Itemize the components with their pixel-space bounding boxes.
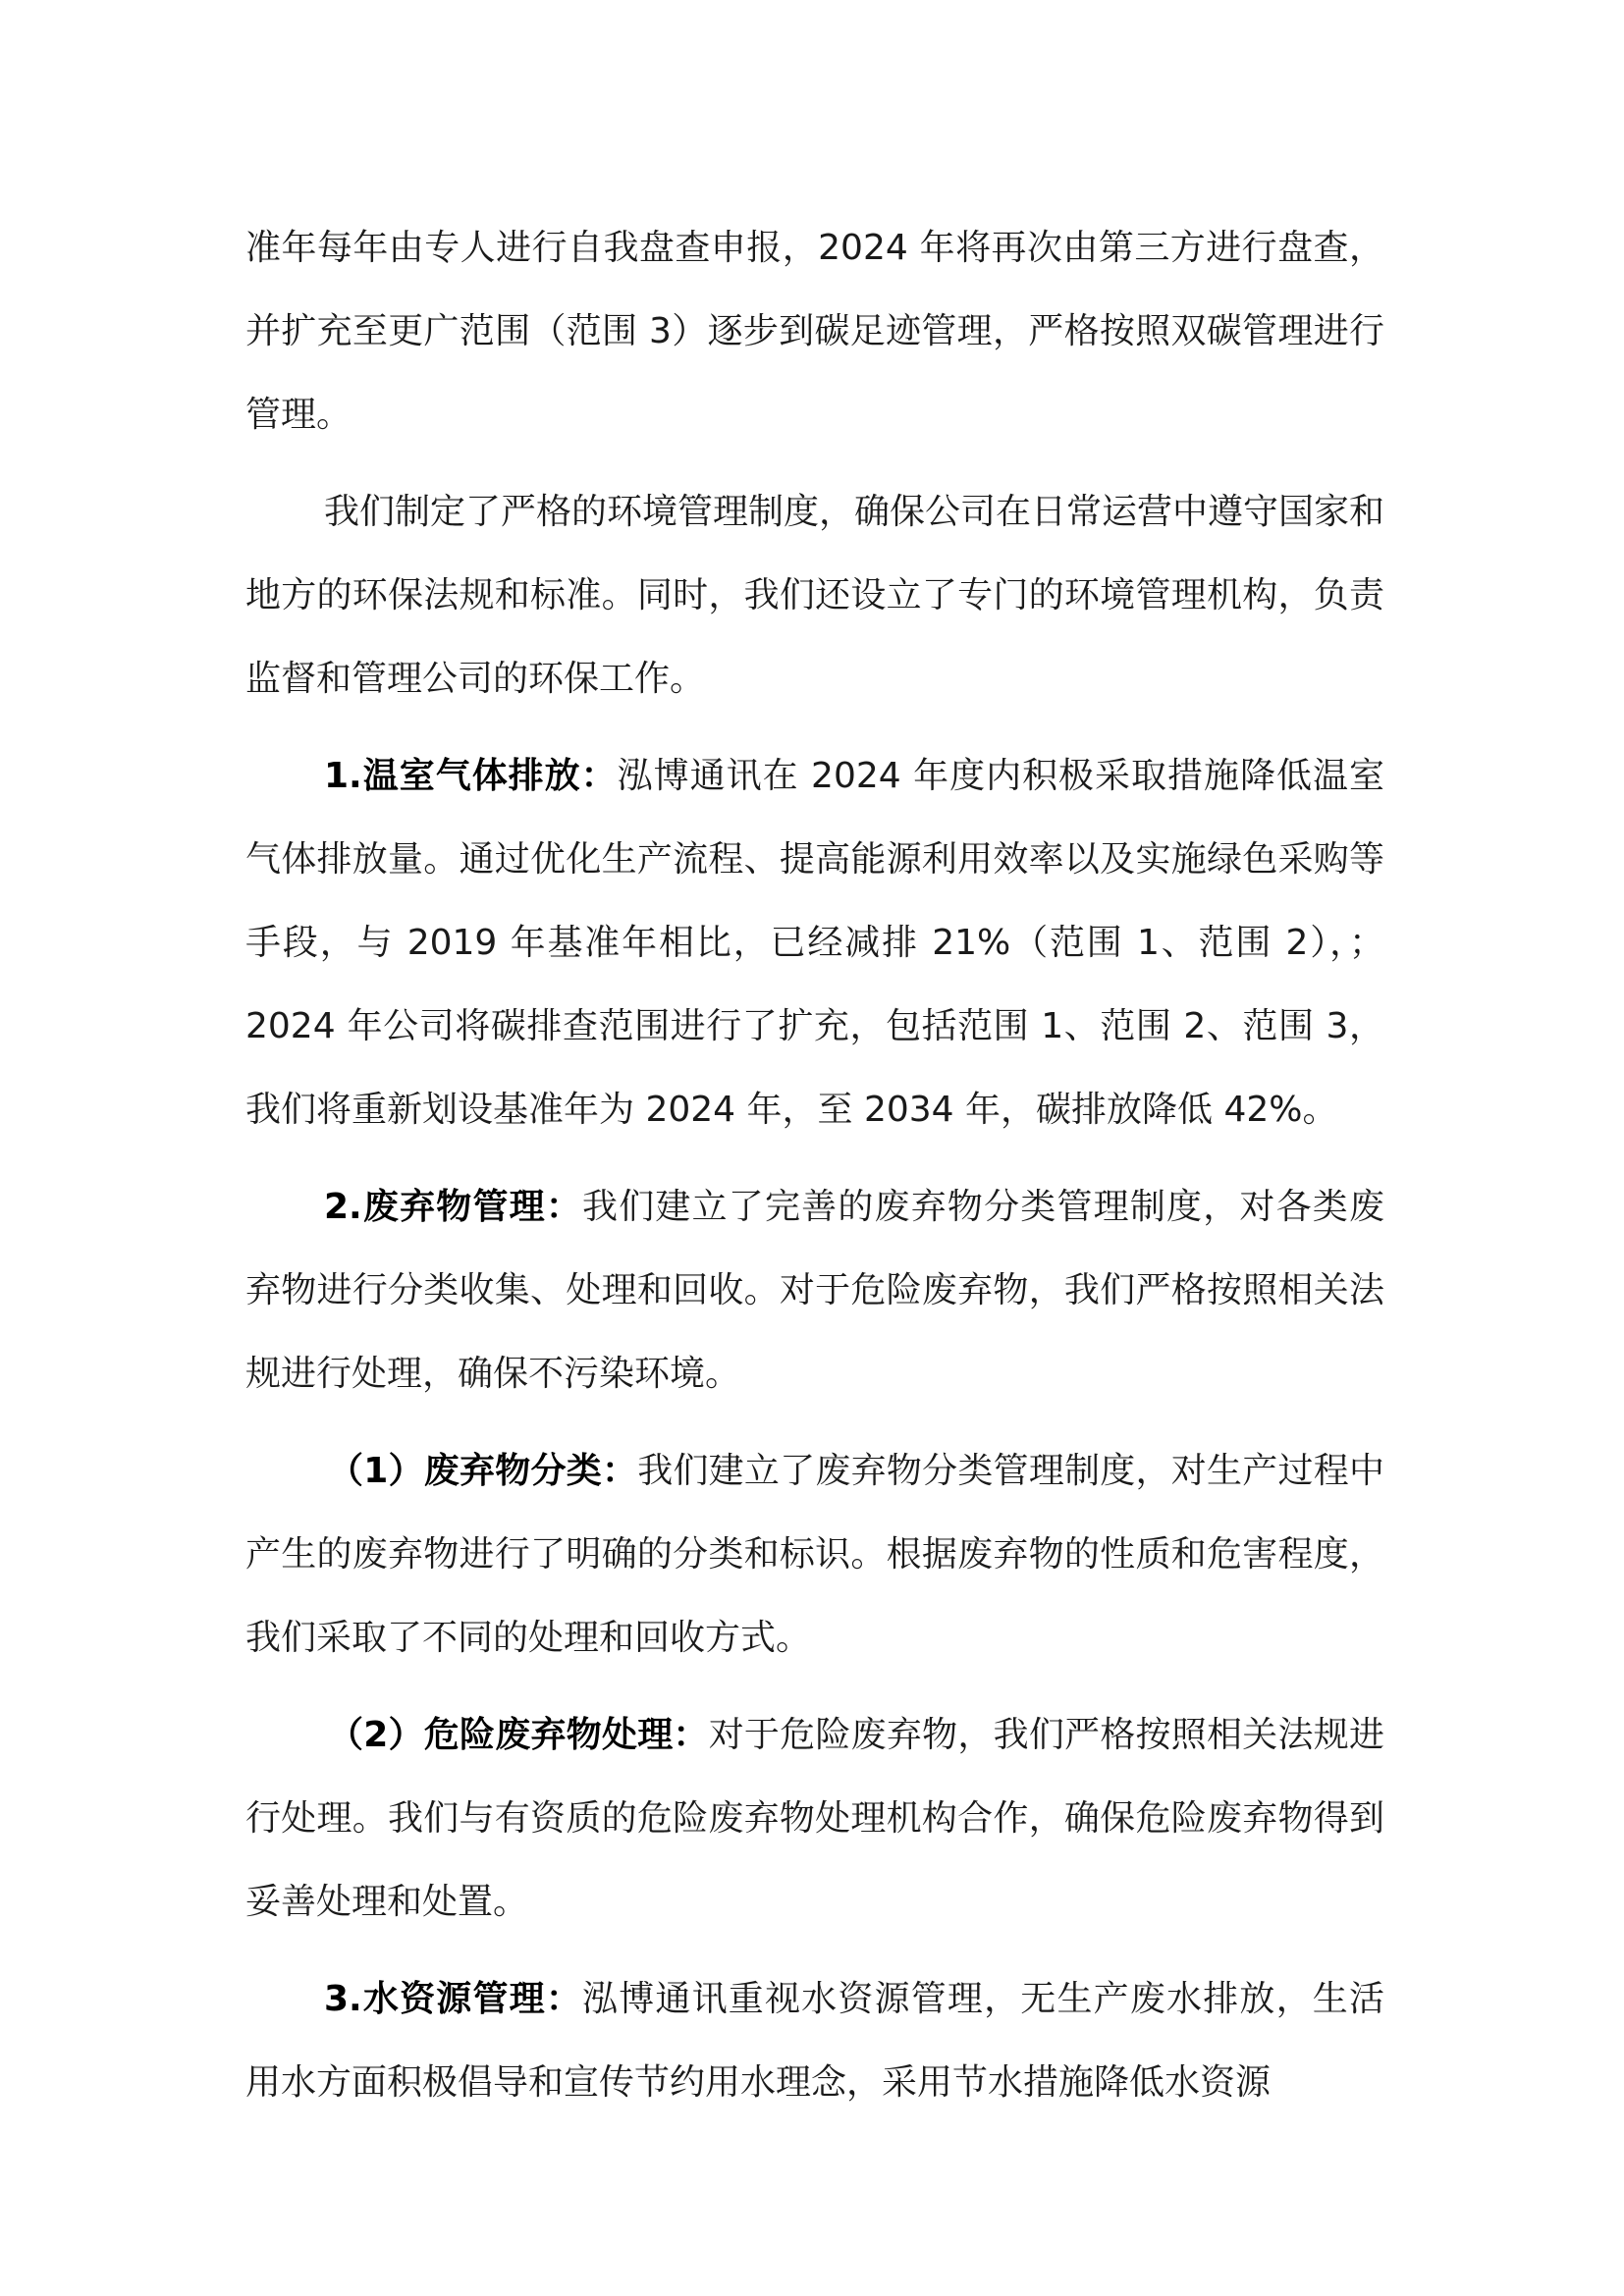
paragraph-gap bbox=[245, 1415, 1384, 1429]
section-waste-management bbox=[245, 1165, 1384, 1415]
paragraph-continued-text bbox=[245, 206, 1384, 456]
document-page bbox=[245, 0, 1384, 2124]
subsection-hazardous-waste-text: 对于危险废弃物，我们严格按照相关法规进行处理。我们与有资质的危险废弃物处理机构合作，确保危险废弃物得到妥善处理和处置。 bbox=[245, 1715, 1384, 1922]
subsection-hazardous-waste-heading: （2）危险废弃物处理： bbox=[328, 1715, 709, 1755]
section-greenhouse-gas bbox=[245, 734, 1384, 1151]
section-water-resources bbox=[245, 1957, 1384, 2124]
paragraph-gap bbox=[245, 1151, 1384, 1165]
section-water-resources-heading: 3.水资源管理： bbox=[324, 1979, 583, 2019]
subsection-waste-classification-text: 我们建立了废弃物分类管理制度，对生产过程中产生的废弃物进行了明确的分类和标识。根据废弃物的性质和危害程度，我们采取了不同的处理和回收方式。 bbox=[245, 1451, 1384, 1658]
section-greenhouse-gas-text: 泓博通讯在 2024 年度内积极采取措施降低温室气体排放量。通过优化生产流程、提高能源利用效率以及实施绿色采购等手段，与 2019 年基准年相比，已经减排 21%（范围 1、范围 2），；2024 年公司将碳排查范围进行了扩充，包括范围 1、范围 2、范围 3，我们将重新划设基准年为 2024 年，至 2034 年，碳排放降低 42%。 bbox=[245, 756, 1384, 1130]
paragraph-gap bbox=[245, 1944, 1384, 1957]
paragraph-2-text: 我们制定了严格的环境管理制度，确保公司在日常运营中遵守国家和地方的环保法规和标准。同时，我们还设立了专门的环境管理机构，负责监督和管理公司的环保工作。 bbox=[245, 492, 1385, 699]
paragraph-gap bbox=[245, 1680, 1384, 1693]
subsection-hazardous-waste bbox=[245, 1693, 1384, 1944]
section-water-resources-text: 泓博通讯重视水资源管理，无生产废水排放，生活用水方面积极倡导和宣传节约用水理念，采用节水措施降低水资源 bbox=[245, 1979, 1384, 2103]
paragraph-gap bbox=[245, 456, 1384, 470]
paragraph-1-text: 准年每年由专人进行自我盘查申报，2024 年将再次由第三方进行盘查，并扩充至更广范围（范围 3）逐步到碳足迹管理，严格按照双碳管理进行管理。 bbox=[245, 228, 1384, 435]
section-waste-management-text: 我们建立了完善的废弃物分类管理制度，对各类废弃物进行分类收集、处理和回收。对于危险废弃物，我们严格按照相关法规进行处理，确保不污染环境。 bbox=[245, 1187, 1384, 1394]
section-waste-management-heading: 2.废弃物管理： bbox=[324, 1187, 583, 1227]
subsection-waste-classification-heading: （1）废弃物分类： bbox=[328, 1451, 638, 1491]
subsection-waste-classification bbox=[245, 1429, 1384, 1680]
paragraph-gap bbox=[245, 721, 1384, 734]
paragraph-environmental-policy bbox=[245, 470, 1384, 721]
section-greenhouse-gas-heading: 1.温室气体排放： bbox=[324, 756, 618, 796]
